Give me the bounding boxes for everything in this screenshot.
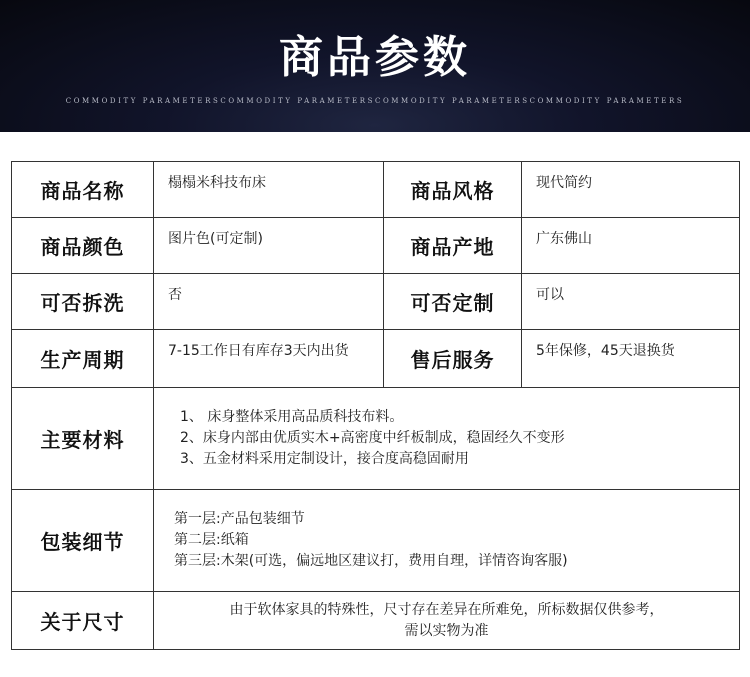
packing-line-3: 第三层:木架(可选，偏远地区建议打，费用自理，详情咨询客服) xyxy=(174,553,568,569)
packing-line-2: 第二层:纸箱 xyxy=(174,532,249,548)
materials-line-2: 2、床身内部由优质实木+高密度中纤板制成，稳固经久不变形 xyxy=(180,430,565,446)
cycle-label: 生产周期 xyxy=(12,330,154,388)
color-label: 商品颜色 xyxy=(12,218,154,274)
table-row xyxy=(12,274,740,330)
header-banner xyxy=(0,0,750,132)
parameters-table xyxy=(11,161,740,650)
table-row xyxy=(12,330,740,388)
packing-label: 包装细节 xyxy=(12,490,154,592)
custom-label: 可否定制 xyxy=(384,274,522,330)
materials-label: 主要材料 xyxy=(12,388,154,490)
size-value xyxy=(154,592,740,650)
materials-value xyxy=(154,388,740,490)
table-row xyxy=(12,218,740,274)
name-label: 商品名称 xyxy=(12,162,154,218)
origin-value: 广东佛山 xyxy=(522,218,740,274)
service-value: 5年保修，45天退换货 xyxy=(522,330,740,388)
materials-line-1: 1、 床身整体采用高品质科技布料。 xyxy=(180,409,404,425)
size-line-2: 需以实物为准 xyxy=(404,622,489,639)
style-label: 商品风格 xyxy=(384,162,522,218)
packing-line-1: 第一层:产品包装细节 xyxy=(174,511,305,527)
banner-title: 商品参数 xyxy=(279,32,471,83)
washable-value: 否 xyxy=(154,274,384,330)
size-line-1: 由于软体家具的特殊性，尺寸存在差异在所难免，所标数据仅供参考， xyxy=(229,601,664,618)
banner-subtitle: COMMODITY PARAMETERSCOMMODITY PARAMETERSCOMMODITY PARAMETERSCOMMODITY PARAMETERS xyxy=(65,97,685,105)
size-label: 关于尺寸 xyxy=(12,592,154,650)
table-row xyxy=(12,592,740,650)
packing-value xyxy=(154,490,740,592)
cycle-value: 7-15工作日有库存3天内出货 xyxy=(154,330,384,388)
table-row xyxy=(12,490,740,592)
materials-line-3: 3、五金材料采用定制设计，接合度高稳固耐用 xyxy=(180,451,469,467)
custom-value: 可以 xyxy=(522,274,740,330)
service-label: 售后服务 xyxy=(384,330,522,388)
table-row xyxy=(12,162,740,218)
color-value: 图片色(可定制) xyxy=(154,218,384,274)
name-value: 榻榻米科技布床 xyxy=(154,162,384,218)
washable-label: 可否拆洗 xyxy=(12,274,154,330)
table-row xyxy=(12,388,740,490)
origin-label: 商品产地 xyxy=(384,218,522,274)
style-value: 现代简约 xyxy=(522,162,740,218)
